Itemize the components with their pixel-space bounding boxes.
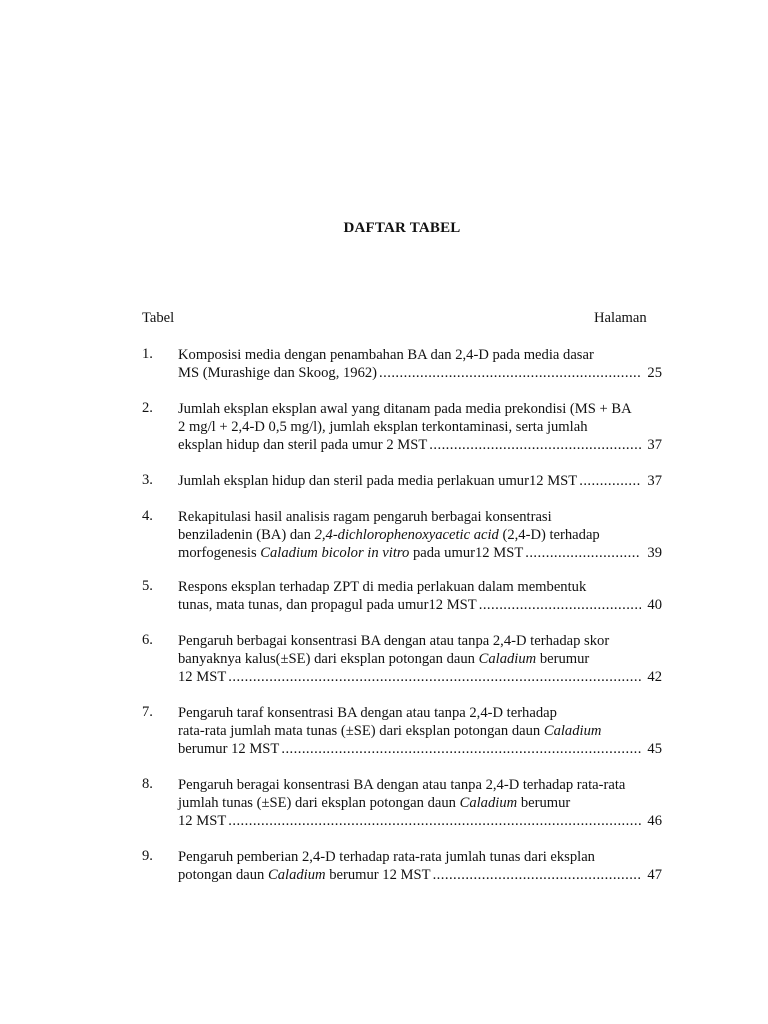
caption-line: Rekapitulasi hasil analisis ragam pengaruh berbagai konsentrasi: [178, 509, 552, 525]
caption-line: rata-rata jumlah mata tunas (±SE) dari eksplan potongan daun Caladium: [178, 723, 602, 739]
dot-leader: [433, 866, 642, 884]
dot-leader: [429, 436, 641, 454]
caption-line: Pengaruh taraf konsentrasi BA dengan atau tanpa 2,4-D terhadap: [178, 705, 557, 721]
entry-number: 4.: [142, 508, 153, 524]
caption-line: Pengaruh pemberian 2,4-D terhadap rata-rata jumlah tunas dari eksplan: [178, 849, 595, 865]
entry-number: 6.: [142, 632, 153, 648]
entry-number: 8.: [142, 776, 153, 792]
caption-line: 12 MST . . . 46: [178, 812, 662, 830]
entry-caption: [178, 472, 662, 490]
entry-number: 3.: [142, 472, 153, 488]
entry-number: 2.: [142, 400, 153, 416]
entry-caption: [178, 848, 662, 884]
caption-line: tunas, mata tunas, dan propagul pada umur12 MST . . . 40: [178, 596, 662, 614]
entry-caption: [178, 400, 662, 454]
dot-leader: [281, 740, 641, 758]
page-number: 47: [647, 867, 662, 883]
caption-line: Jumlah eksplan eksplan awal yang ditanam pada media prekondisi (MS + BA: [178, 401, 632, 417]
caption-line: 12 MST . . . 42: [178, 668, 662, 686]
caption-line: 2 mg/l + 2,4-D 0,5 mg/l), jumlah eksplan terkontaminasi, serta jumlah: [178, 419, 588, 435]
page-number: 37: [647, 437, 662, 453]
entry-caption: [178, 632, 662, 686]
page-number: 40: [647, 597, 662, 613]
page-number: 39: [647, 545, 662, 561]
caption-line: Komposisi media dengan penambahan BA dan 2,4-D pada media dasar: [178, 347, 594, 363]
caption-line: eksplan hidup dan steril pada umur 2 MST . . . 37: [178, 436, 662, 454]
caption-line: Jumlah eksplan hidup dan steril pada media perlakuan umur12 MST . . . 37: [178, 472, 662, 490]
dot-leader: [479, 596, 642, 614]
caption-line: morfogenesis Caladium bicolor in vitro pada umur12 MST . . . 39: [178, 544, 662, 562]
page-number: 45: [647, 741, 662, 757]
page-number: 46: [647, 813, 662, 829]
caption-line: jumlah tunas (±SE) dari eksplan potongan daun Caladium berumur: [178, 795, 571, 811]
entry-number: 9.: [142, 848, 153, 864]
entry-caption: [178, 508, 662, 562]
entry-caption: [178, 776, 662, 830]
entry-caption: [178, 346, 662, 382]
dot-leader: [228, 668, 641, 686]
dot-leader: [579, 472, 641, 490]
dot-leader: [228, 812, 641, 830]
caption-line: berumur 12 MST . . . 45: [178, 740, 662, 758]
column-header-page: Halaman: [594, 310, 647, 326]
entry-number: 7.: [142, 704, 153, 720]
caption-line: benziladenin (BA) dan 2,4-dichlorophenoxyacetic acid (2,4-D) terhadap: [178, 527, 600, 543]
caption-line: MS (Murashige dan Skoog, 1962) . . . 25: [178, 364, 662, 382]
caption-line: Pengaruh beragai konsentrasi BA dengan atau tanpa 2,4-D terhadap rata-rata: [178, 777, 626, 793]
page-number: 42: [647, 669, 662, 685]
page-title: DAFTAR TABEL: [343, 220, 461, 236]
entry-number: 1.: [142, 346, 153, 362]
caption-line: Respons eksplan terhadap ZPT di media perlakuan dalam membentuk: [178, 579, 587, 595]
entry-number: 5.: [142, 578, 153, 594]
entry-caption: [178, 704, 662, 758]
entry-caption: [178, 578, 662, 614]
column-header-table: Tabel: [142, 310, 175, 326]
dot-leader: [525, 544, 641, 562]
caption-line: banyaknya kalus(±SE) dari eksplan potongan daun Caladium berumur: [178, 651, 590, 667]
dot-leader: [379, 364, 641, 382]
caption-line: Pengaruh berbagai konsentrasi BA dengan atau tanpa 2,4-D terhadap skor: [178, 633, 610, 649]
caption-line: potongan daun Caladium berumur 12 MST . . . 47: [178, 866, 662, 884]
page-number: 37: [647, 473, 662, 489]
page-number: 25: [647, 365, 662, 381]
